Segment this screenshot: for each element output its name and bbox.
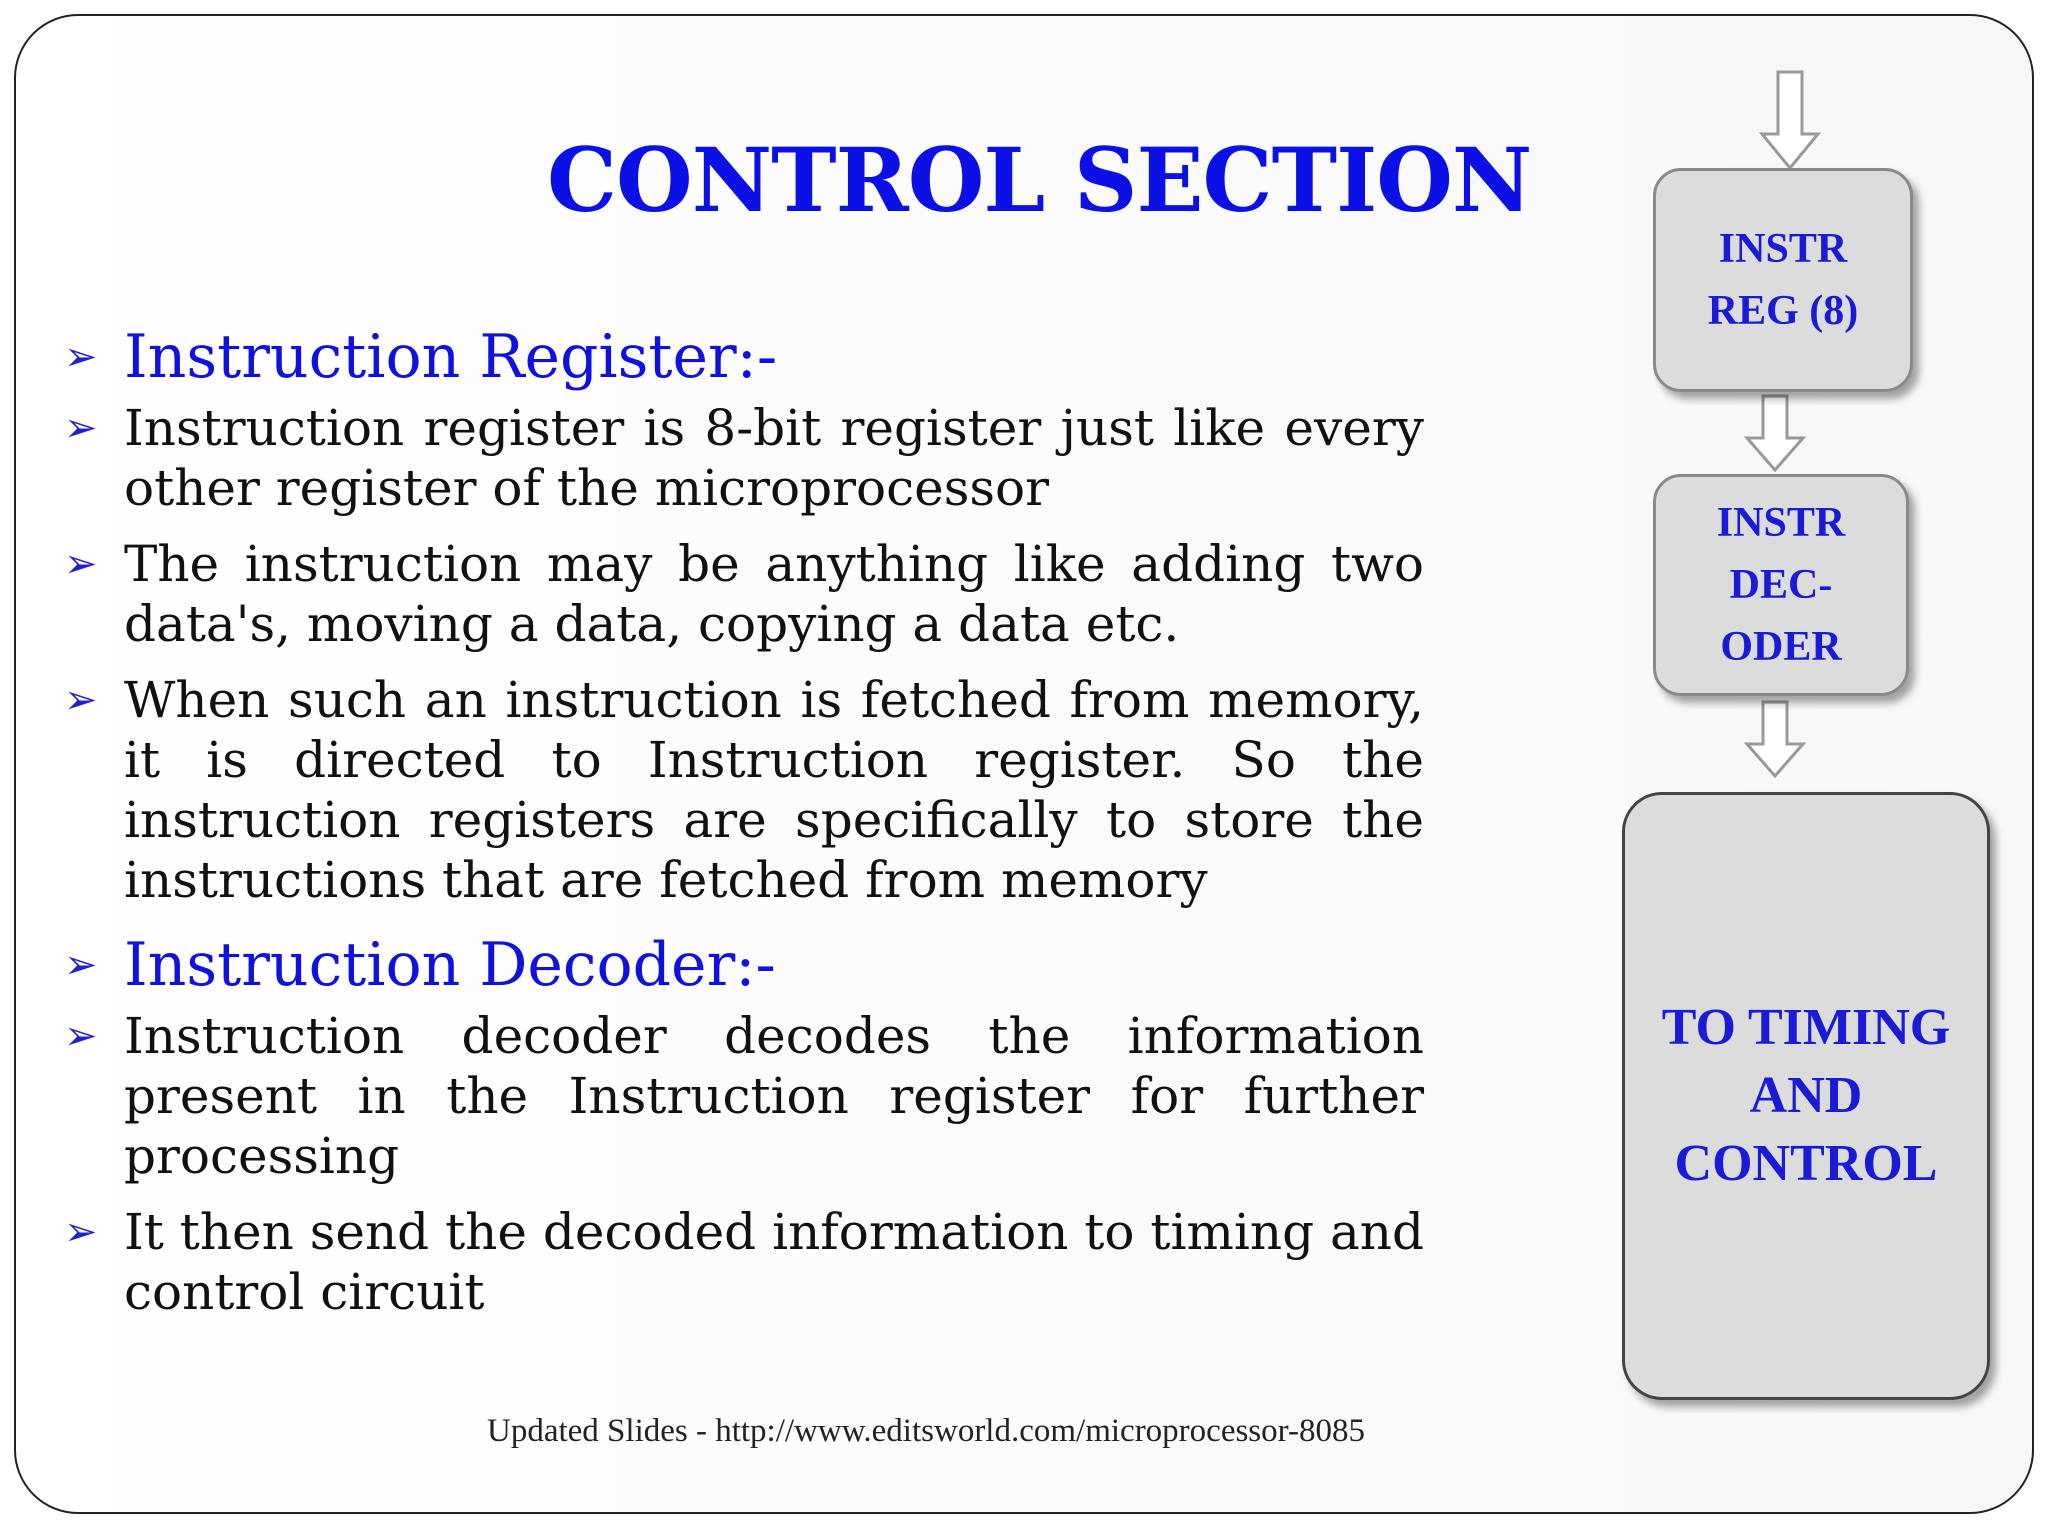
bullet-text: Instruction decoder decodes the information present in the Instruction register for further processing (124, 1007, 1424, 1185)
slide-footer: Updated Slides - http://www.editsworld.com/microprocessor-8085 (487, 1413, 1365, 1449)
instr-reg-box (1653, 168, 1913, 392)
arrow-bullet-icon: ➢ (64, 942, 98, 988)
box-label-line: REG (8) (1707, 288, 1859, 334)
down-arrow-icon (1758, 68, 1822, 172)
bullet-text: Instruction register is 8-bit register just like every other register of the microprocessor (124, 399, 1424, 517)
bullet-point (64, 1006, 1424, 1186)
bullet-heading-decoder (64, 926, 1424, 1004)
heading-text: Instruction Decoder:- (124, 930, 776, 1000)
bullet-point (64, 398, 1424, 518)
bullet-list (64, 318, 1424, 1338)
box-label-line: AND (1749, 1067, 1863, 1124)
arrow-bullet-icon: ➢ (64, 1209, 98, 1255)
box-label-line: CONTROL (1674, 1135, 1938, 1192)
box-label-line: ODER (1720, 624, 1842, 670)
arrow-bullet-icon: ➢ (64, 541, 98, 587)
bullet-point (64, 670, 1424, 910)
down-arrow-icon (1743, 392, 1807, 474)
down-arrow-icon (1743, 698, 1807, 780)
arrow-bullet-icon: ➢ (64, 1013, 98, 1059)
bullet-point (64, 534, 1424, 654)
slide-title: CONTROL SECTION (547, 128, 1532, 232)
bullet-text: When such an instruction is fetched from memory, it is directed to Instruction register. So the instruction registers are specifically to store the instructions that are fetched from memory (124, 671, 1424, 909)
bullet-text: It then send the decoded information to timing and control circuit (124, 1203, 1424, 1321)
arrow-bullet-icon: ➢ (64, 334, 98, 380)
bullet-heading-register (64, 318, 1424, 396)
box-label-line: INSTR (1718, 226, 1848, 272)
instr-decoder-box (1653, 474, 1909, 696)
bullet-point (64, 1202, 1424, 1322)
arrow-bullet-icon: ➢ (64, 677, 98, 723)
heading-text: Instruction Register:- (124, 322, 778, 392)
arrow-bullet-icon: ➢ (64, 405, 98, 451)
box-label-line: DEC- (1729, 562, 1833, 608)
box-label-line: INSTR (1716, 500, 1846, 546)
timing-control-box (1622, 792, 1990, 1400)
box-label-line: TO TIMING (1661, 999, 1951, 1056)
bullet-text: The instruction may be anything like adding two data's, moving a data, copying a data etc. (124, 535, 1424, 653)
